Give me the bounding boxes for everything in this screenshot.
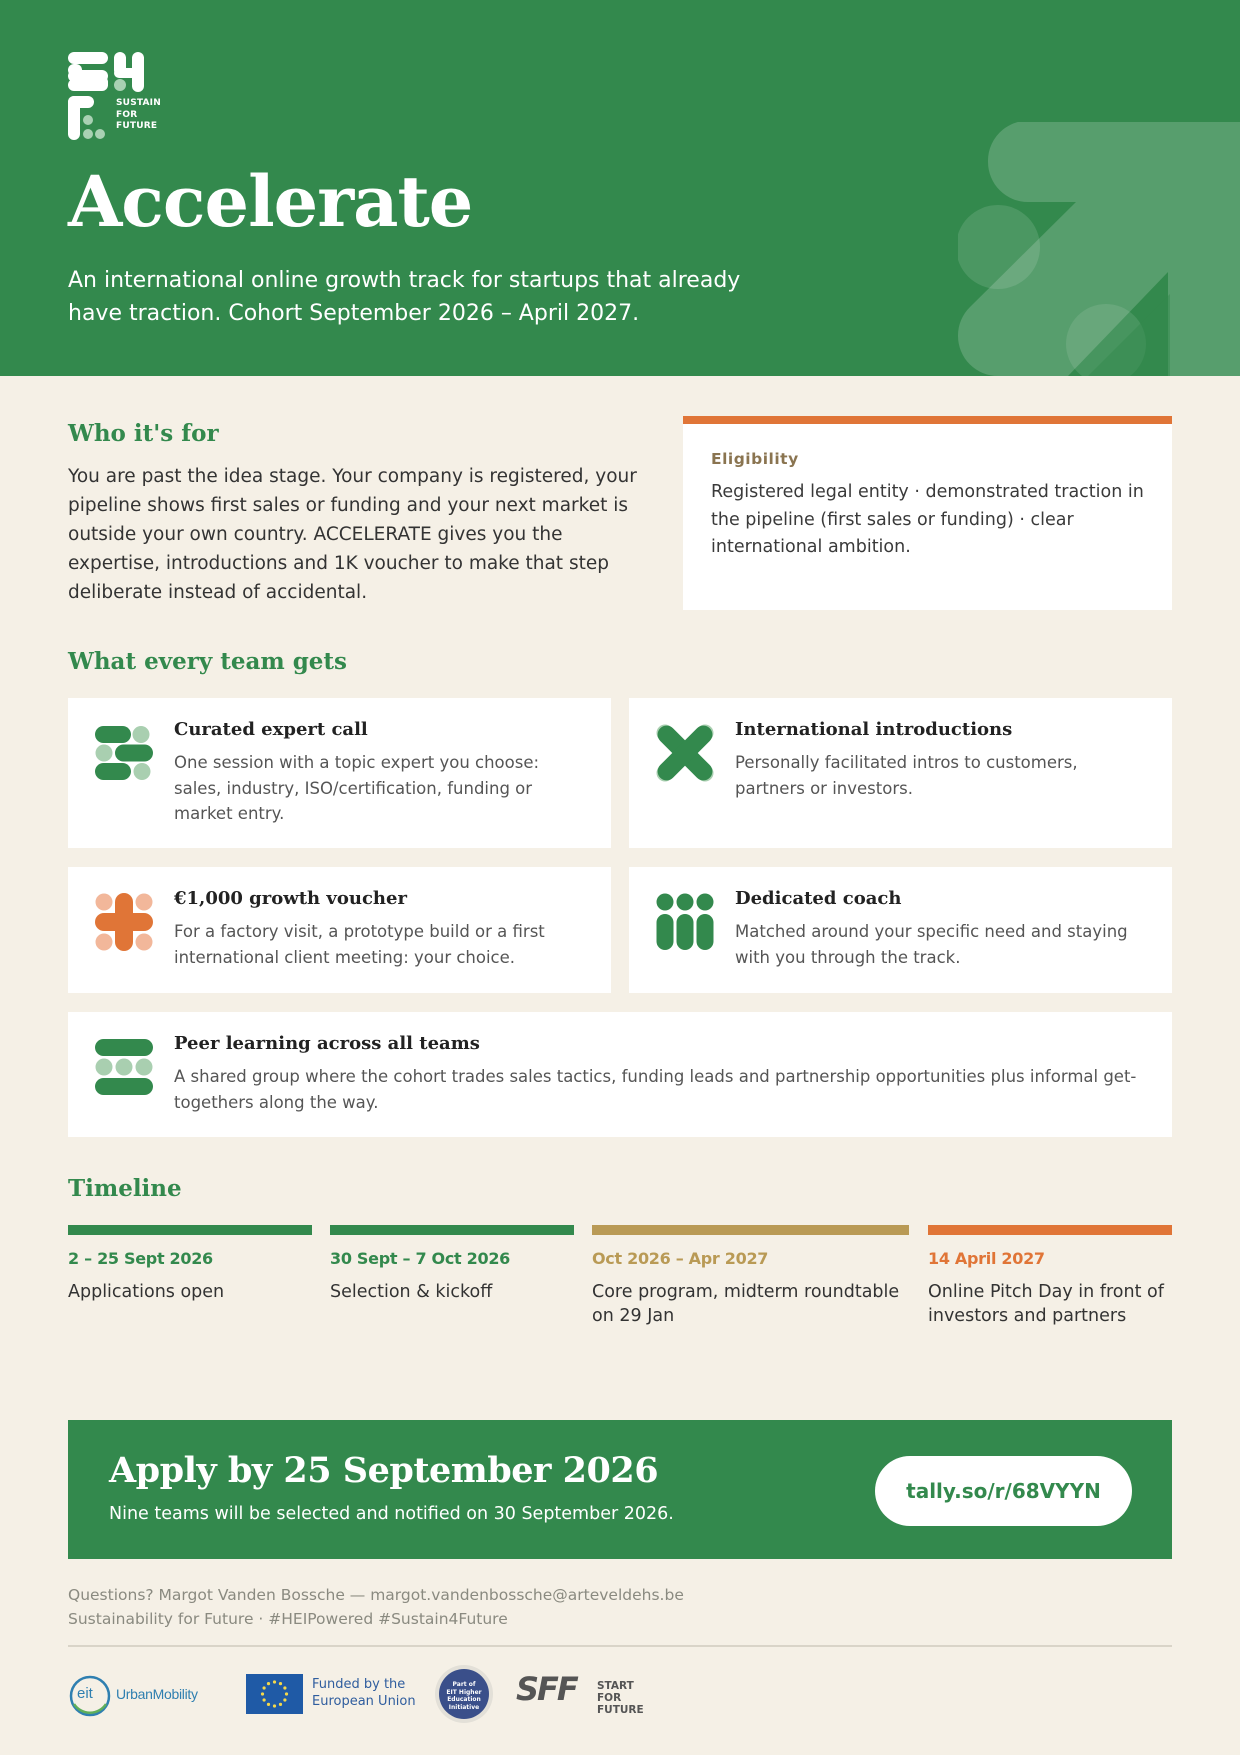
who-heading: Who it's for — [68, 420, 219, 447]
benefit-title: Dedicated coach — [735, 888, 902, 909]
arrow-graphic-icon — [958, 122, 1240, 376]
benefit-text: A shared group where the cohort trades sales tactics, funding leads and partnership opportunities plus informal get-togethers along the way. — [174, 1067, 1137, 1112]
eit-urbanmobility-logo — [68, 1674, 228, 1718]
timeline-text: Online Pitch Day in front of investors and partners — [928, 1282, 1164, 1326]
sff-text-line: FOR — [597, 1692, 622, 1704]
benefit-text: One session with a topic expert you choose: sales, industry, ISO/certification, funding or market entry. — [174, 753, 540, 823]
hero-banner — [0, 0, 1240, 376]
timeline-text: Selection & kickoff — [330, 1282, 493, 1302]
eu-text-line: Funded by the — [312, 1677, 406, 1692]
plus-icon — [95, 893, 153, 951]
eligibility-text: Registered legal entity · demonstrated traction in the pipeline (first sales or funding) · clear international ambition. — [711, 482, 1144, 557]
eu-funded-logo — [246, 1674, 416, 1716]
sff-text-line: FUTURE — [597, 1704, 644, 1716]
timeline-date: Oct 2026 – Apr 2027 — [592, 1249, 769, 1268]
benefit-card-peer-learning — [68, 1012, 1172, 1137]
benefit-title: International introductions — [735, 719, 1013, 740]
start-for-future-logo — [516, 1668, 646, 1720]
hei-text-line: Part of — [452, 1681, 476, 1688]
timeline-item — [330, 1225, 574, 1304]
benefit-card-voucher — [68, 867, 611, 993]
timeline-bar — [330, 1225, 574, 1235]
eu-text-line: European Union — [312, 1694, 416, 1709]
footer-divider — [68, 1645, 1172, 1647]
timeline-bar — [592, 1225, 909, 1235]
apply-title: Apply by 25 September 2026 — [109, 1450, 659, 1491]
eit-text: eit — [77, 1685, 93, 1702]
hei-text-line: Initiative — [448, 1703, 480, 1711]
benefit-title: €1,000 growth voucher — [174, 888, 407, 909]
hei-text — [434, 1681, 494, 1711]
footer-contact — [68, 1583, 684, 1631]
timeline-item — [928, 1225, 1172, 1328]
benefit-card-introductions — [629, 698, 1172, 848]
eit-hei-badge — [434, 1664, 494, 1724]
timeline-bar — [68, 1225, 312, 1235]
sff-text — [597, 1680, 644, 1716]
hei-text-line: Education — [447, 1696, 481, 1703]
timeline-date: 2 – 25 Sept 2026 — [68, 1249, 213, 1268]
cross-x-icon — [656, 724, 714, 782]
benefits-heading: What every team gets — [68, 648, 347, 675]
benefit-text: For a factory visit, a prototype build or a first international client meeting: your choice. — [174, 922, 545, 967]
people-icon — [656, 893, 714, 951]
timeline-item — [592, 1225, 909, 1328]
benefit-text: Personally facilitated intros to customers, partners or investors. — [735, 753, 1078, 798]
benefit-card-coach — [629, 867, 1172, 993]
timeline-date: 30 Sept – 7 Oct 2026 — [330, 1249, 510, 1268]
urbanmobility-text: UrbanMobility — [116, 1686, 198, 1702]
timeline-item — [68, 1225, 312, 1304]
eligibility-label: Eligibility — [711, 450, 799, 468]
group-icon — [95, 1038, 153, 1096]
benefit-card-expert-call — [68, 698, 611, 848]
timeline-date: 14 April 2027 — [928, 1249, 1045, 1268]
hei-text-line: EIT Higher — [446, 1688, 482, 1696]
timeline-bar — [928, 1225, 1172, 1235]
apply-banner — [68, 1420, 1172, 1559]
contact-line: Questions? Margot Vanden Bossche — margot.vandenbossche@arteveldehs.be — [68, 1586, 684, 1604]
apply-subtitle: Nine teams will be selected and notified on 30 September 2026. — [109, 1504, 674, 1524]
timeline-heading: Timeline — [68, 1175, 182, 1202]
who-text: You are past the idea stage. Your company is registered, your pipeline shows first sales or funding and your next market is outside your own country. ACCELERATE gives you the expertise, introductions and 1K voucher to make that step deliberate instead of accidental. — [68, 466, 637, 603]
logo-wordmark: SUSTAIN FOR FUTURE — [116, 98, 161, 131]
hero-subtitle: An international online growth track for startups that already have traction. Cohort September 2026 – April 2027. — [68, 268, 741, 326]
timeline-text: Core program, midterm roundtable on 29 Jan — [592, 1282, 900, 1326]
eligibility-box — [683, 416, 1172, 610]
benefit-title: Peer learning across all teams — [174, 1033, 480, 1054]
page-title: Accelerate — [68, 160, 473, 243]
tags-line: Sustainability for Future · #HEIPowered #Sustain4Future — [68, 1610, 508, 1628]
timeline-text: Applications open — [68, 1282, 225, 1302]
sff-text-line: START — [597, 1680, 634, 1692]
benefit-text: Matched around your specific need and staying with you through the track. — [735, 922, 1128, 967]
benefit-title: Curated expert call — [174, 719, 368, 740]
eu-text — [312, 1676, 416, 1710]
eu-flag-icon — [246, 1674, 303, 1714]
sff-mark-icon: SFF — [516, 1670, 577, 1708]
apply-link-button[interactable]: tally.so/r/68VYYN — [875, 1456, 1132, 1526]
stacked-bars-icon — [95, 724, 153, 782]
